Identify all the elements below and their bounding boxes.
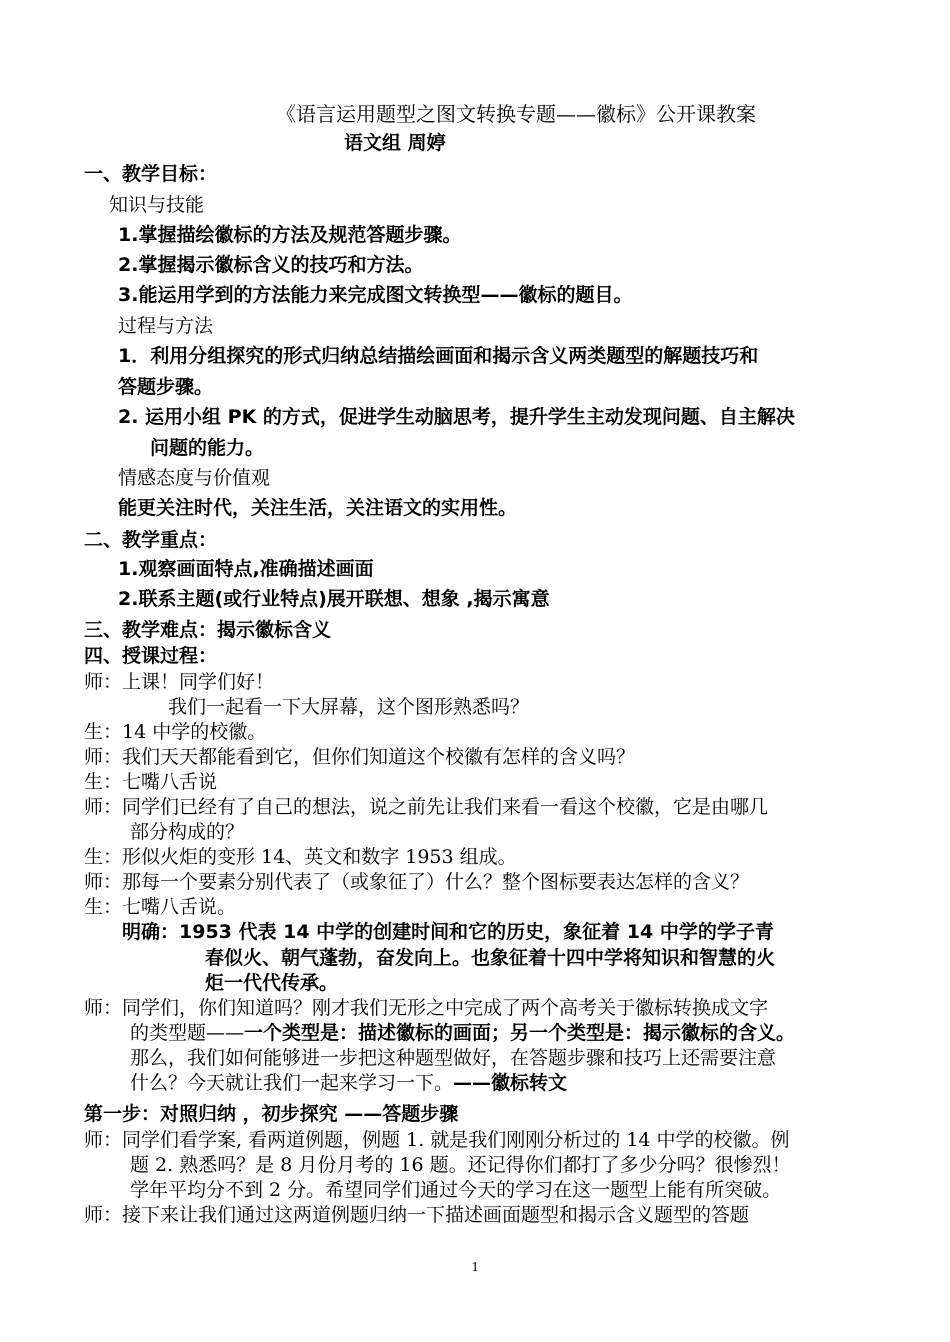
step1-heading: 第一步：对照归纳 ，初步探究 ——答题步骤 <box>84 1103 459 1125</box>
dialogue-line: 生：七嘴八舌说。 <box>84 896 237 918</box>
difficulty-line: 三、教学难点：揭示徽标含义 <box>84 619 332 641</box>
skill-item-3: 3.能运用学到的方法能力来完成图文转换型——徽标的题目。 <box>118 284 633 306</box>
dialogue-line: 生：七嘴八舌说 <box>84 771 218 793</box>
step1-line: 师：接下来让我们通过这两道例题归纳一下描述画面题型和揭示含义题型的答题 <box>84 1204 750 1226</box>
clarify-line-3: 炬一代代传承。 <box>205 972 339 994</box>
summary-line-2-plain: 的类型题—— <box>130 1022 245 1044</box>
dialogue-line: 生：形似火炬的变形 14、英文和数字 1953 组成。 <box>84 846 517 868</box>
summary-line-4 <box>130 1074 567 1093</box>
dialogue-line: 师：那每一个要素分别代表了（或象征了）什么？整个图标要表达怎样的含义？ <box>84 871 750 893</box>
author-line: 语文组 周婷 <box>344 132 446 154</box>
process-item-2: 2. 运用小组 PK 的方式，促进学生动脑思考，提升学生主动发现问题、自主解决 <box>118 406 795 428</box>
process-heading: 过程与方法 <box>118 315 214 337</box>
dialogue-line: 我们一起看一下大屏幕，这个图形熟悉吗？ <box>168 696 530 718</box>
dialogue-line: 部分构成的？ <box>130 821 245 843</box>
dialogue-line: 师：我们天天都能看到它，但你们知道这个校徽有怎样的含义吗？ <box>84 746 636 768</box>
dialogue-line: 师：上课！同学们好！ <box>84 671 275 693</box>
keypoints-heading: 二、教学重点： <box>84 529 218 551</box>
dialogue-line: 生：14 中学的校徽。 <box>84 721 267 743</box>
skills-heading: 知识与技能 <box>109 194 205 216</box>
step1-line: 学年平均分不到 2 分。希望同学们通过今天的学习在这一题型上能有所突破。 <box>130 1179 782 1201</box>
keypoint-item-2: 2.联系主题(或行业特点)展开联想、想象 ,揭示寓意 <box>118 588 550 610</box>
page-number: 1 <box>471 1260 479 1275</box>
step1-line: 题 2. 熟悉吗？是 8 月份月考的 16 题。还记得你们都打了多少分吗？很惨烈！ <box>130 1154 791 1176</box>
clarify-line-1: 明确：1953 代表 14 中学的创建时间和它的历史，象征着 14 中学的学子青 <box>122 921 774 943</box>
attitude-heading: 情感态度与价值观 <box>118 467 271 489</box>
procedure-heading: 四、授课过程： <box>84 645 218 667</box>
document-title: 《语言运用题型之图文转换专题——徽标》公开课教案 <box>276 102 756 126</box>
keypoint-item-1: 1.观察画面特点,准确描述画面 <box>118 558 374 580</box>
summary-line-2-bold: 一个类型是：描述徽标的画面；另一个类型是：揭示徽标的含义。 <box>244 1022 796 1044</box>
summary-line-4-bold: ——徽标转文 <box>453 1072 568 1094</box>
goals-heading: 一、教学目标： <box>84 163 218 185</box>
process-item-1: 1．利用分组探究的形式归纳总结描绘画面和揭示含义两类题型的解题技巧和 <box>118 345 759 367</box>
process-item-1-cont: 答题步骤。 <box>118 376 214 398</box>
summary-line-1: 师：同学们，你们知道吗？刚才我们无形之中完成了两个高考关于徽标转换成文字 <box>84 997 769 1019</box>
clarify-line-2: 春似火、朝气蓬勃，奋发向上。也象征着十四中学将知识和智慧的火 <box>205 947 776 969</box>
attitude-text: 能更关注时代，关注生活，关注语文的实用性。 <box>118 497 518 519</box>
summary-line-3: 那么，我们如何能够进一步把这种题型做好，在答题步骤和技巧上还需要注意 <box>130 1047 777 1069</box>
step1-line: 师：同学们看学案, 看两道例题，例题 1. 就是我们刚刚分析过的 14 中学的校徽。例 <box>84 1129 790 1151</box>
skill-item-1: 1.掌握描绘徽标的方法及规范答题步骤。 <box>118 224 462 246</box>
dialogue-line: 师：同学们已经有了自己的想法，说之前先让我们来看一看这个校徽，它是由哪几 <box>84 796 769 818</box>
process-item-2-cont: 问题的能力。 <box>150 437 265 459</box>
skill-item-2: 2.掌握揭示徽标含义的技巧和方法。 <box>118 254 424 276</box>
summary-line-4-plain: 什么？今天就让我们一起来学习一下。 <box>130 1072 454 1094</box>
summary-line-2 <box>130 1024 795 1043</box>
